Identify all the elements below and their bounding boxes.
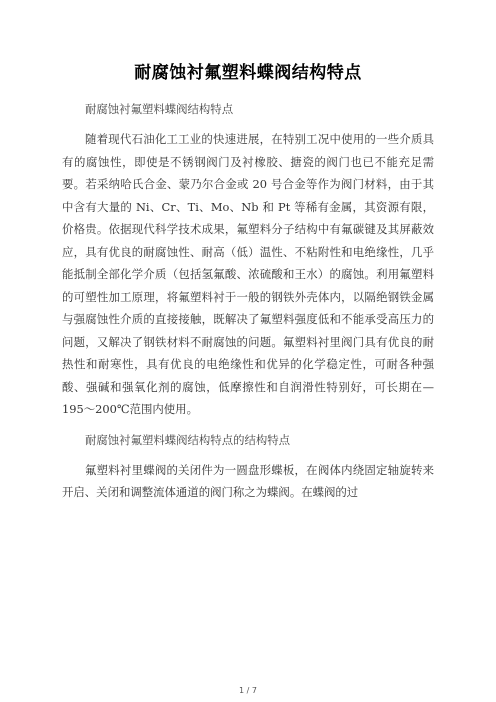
paragraph-butterfly-valve: 氟塑料衬里蝶阀的关闭件为一圆盘形蝶板，在阀体内绕固定轴旋转来开启、关闭和调整流体通道的阀门称之为蝶阀。在蝶阀的过 [62, 462, 434, 499]
page-number: 1 / 7 [239, 686, 257, 695]
document-body [62, 98, 434, 504]
paragraph-background: 随着现代石油化工工业的快速进展，在特别工况中使用的一些介质具有的腐蚀性，即使是不锈钢阀门及衬橡胶、搪瓷的阀门也已不能充足需要。若采纳哈氏合金、蒙乃尔合金或 20 号合金等作为阀门材料，由于其中含有大量的 Ni、Cr、Ti、Mo、Nb 和 Pt 等稀有金属，其资源有限，价格贵。依据现代科学技术成果，氟塑料分子结构中有氟碳键及其屏蔽效应，具有优良的耐腐蚀性、耐高（低）温性、不粘附性和电绝缘性，几乎能抵制全部化学介质（包括氢氟酸、浓硫酸和王水）的腐蚀。利用氟塑料的可塑性加工原理，将氟塑料衬于一般的钢铁外壳体内，以隔绝钢铁金属与强腐蚀性介质的直接接触，既解决了氟塑料强度低和不能承受高压力的问题，又解决了钢铁材料不耐腐蚀的问题。氟塑料衬里阀门具有优良的耐热性和耐寒性，具有优良的电绝缘性和优异的化学稳定性，可耐各种强酸、强碱和强氧化剂的腐蚀，低摩擦性和自润滑性特别好，可长期在—195～200℃范围内使用。 [62, 132, 434, 416]
section-heading-structural-details: 耐腐蚀衬氟塑料蝶阀结构特点的结构特点 [85, 432, 291, 447]
document-title: 耐腐蚀衬氟塑料蝶阀结构特点 [134, 63, 362, 83]
section-heading-structure-features: 耐腐蚀衬氟塑料蝶阀结构特点 [85, 102, 234, 116]
